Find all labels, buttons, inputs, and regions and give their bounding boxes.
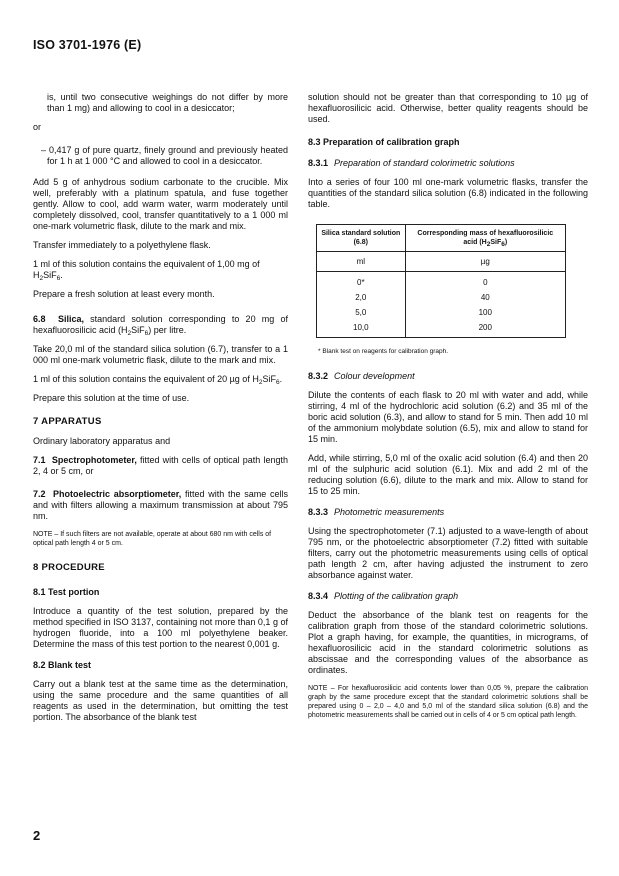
transfer-paragraph: Transfer immediately to a polyethylene flask. <box>33 240 211 250</box>
section-8-3-2-heading: 8.3.2 Colour development <box>308 371 415 381</box>
table-header-silica: Silica standard solution (6.8) <box>317 225 406 252</box>
section-7-1: 7.1 Spectrophotometer, fitted with cells of optical path length 2, 4 or 5 cm, or <box>33 455 288 476</box>
take-paragraph: Take 20,0 ml of the standard silica solution (6.7), transfer to a 1 000 ml one-mark volumetric flask, dilute to the mark and mix. <box>33 344 288 365</box>
document-header: ISO 3701-1976 (E) <box>33 38 142 52</box>
continued-paragraph: is, until two consecutive weighings do not differ by more than 1 mg) and allowing to cool in a desiccator; <box>47 92 288 113</box>
section-8-2-text: Carry out a blank test at the same time as the determination, using the same procedure and the same quantities of all reagents as used in the determination, but omitting the test portion. The absorbance of the blank test <box>33 679 288 722</box>
concentration-20ug-paragraph: 1 ml of this solution contains the equivalent of 20 µg of $H_2SiF_6$. <box>33 374 283 386</box>
right-column <box>308 92 588 720</box>
table-footnote: * Blank test on reagents for calibration graph. <box>318 348 449 355</box>
ordinary-apparatus: Ordinary laboratory apparatus and <box>33 436 171 446</box>
quartz-alternative: – 0,417 g of pure quartz, finely ground and previously heated for 1 h at 1 000 °C and allowed to cool in a desiccator. <box>41 145 288 166</box>
note-low-content: NOTE – For hexafluorosilicic acid contents lower than 0,05 %, prepare the calibration graph by the same procedure except that the standard colorimetric solutions shall be prepared using 0 – 2,0 – 4,0 and 5,0 ml of the standard silica solution (6.8) and the photometric measurements shall be carried out in cells of 4 or 5 cm optical path length. <box>308 685 588 719</box>
section-8-3-1-heading: 8.3.1 Preparation of standard colorimetric solutions <box>308 158 515 168</box>
or-text: or <box>33 122 42 132</box>
section-8-1-heading: 8.1 Test portion <box>33 587 100 597</box>
table-unit-ml: ml <box>317 252 406 272</box>
page-number: 2 <box>33 828 41 843</box>
section-8-3-3-heading: 8.3.3 Photometric measurements <box>308 507 445 517</box>
continued-paragraph-right: solution should not be greater than that corresponding to 10 µg of hexafluorosilicic acid. Otherwise, better quality reagents should be used. <box>308 92 588 124</box>
section-8-3-2-text-a: Dilute the contents of each flask to 20 ml with water and add, while stirring, 4 ml of the hydrochloric acid solution (6.2) and 35 ml of the boric acid solution (6.3), and allow to stand for 5 min. Then add 10 ml of the ammonium molybdate solution (6.5), mix and allow to stand for 15 min. <box>308 390 588 444</box>
calibration-table <box>316 224 566 338</box>
prepare-use-paragraph: Prepare this solution at the time of use. <box>33 393 190 403</box>
section-8-3-4-text: Deduct the absorbance of the blank test on reagents for the calibration graph from those of the standard colorimetric solutions. Plot a graph having, for example, the quantities, in micrograms, of hexafluorosilicic acid in the standard colorimetric solutions as abscissae and the corresponding values of the absorbance as ordinates. <box>308 610 588 675</box>
section-8-3-2-text-b: Add, while stirring, 5,0 ml of the oxalic acid solution (6.4) and then 20 ml of the sulphuric acid solution (6.1). Mix and add 2 ml of the reducing solution (6.6), dilute to the mark and mix. Allow to stand for 15 to 25 min. <box>308 453 588 496</box>
section-8-1-text: Introduce a quantity of the test solution, prepared by the method specified in ISO 3137, containing not more than 0,1 g of hydrogen fluoride, into a 100 ml polyethylene beaker. Determine the mass of this test portion to the nearest 0,001 g. <box>33 606 288 649</box>
section-8-3-1-text: Into a series of four 100 ml one-mark volumetric flasks, transfer the quantities of the standard silica solution (6.8) indicated in the following table. <box>308 177 588 209</box>
section-8-3-4-heading: 8.3.4 Plotting of the calibration graph <box>308 591 459 601</box>
table-row: 10,0 200 <box>317 320 566 338</box>
table-row: 2,0 40 <box>317 290 566 305</box>
left-column <box>33 92 288 731</box>
section-7-2: 7.2 Photoelectric absorptiometer, fitted with the same cells and with filters allowing a maximum transmission at about 795 nm. <box>33 489 288 521</box>
table-row: 0* 0 <box>317 272 566 291</box>
section-8-3-3-text: Using the spectrophotometer (7.1) adjusted to a wave-length of about 795 nm, or the photoelectric absorptiometer (7.2) fitted with suitable filters, carry out the photometric measurements using cells of optical path length 2 cm, after having adjusted the instrument to zero absorbance against water. <box>308 526 588 580</box>
concentration-paragraph: 1 ml of this solution contains the equivalent of 1,00 mg of $H_2SiF_6$. <box>33 259 260 282</box>
add-carbonate-paragraph: Add 5 g of anhydrous sodium carbonate to the crucible. Mix well, preferably with a platinum spatula, and fuse together gently. Allow to cool, add warm water, warm moderately until completely dissolved, cool, transfer quantitatively to a 1 000 ml one-mark volumetric flask, dilute to the mark and mix. <box>33 177 288 231</box>
table-header-mass: Corresponding mass of hexafluorosilicic acid $(H_2SiF_6)$ <box>405 225 565 252</box>
table-row: 5,0 100 <box>317 305 566 320</box>
section-8-3-heading: 8.3 Preparation of calibration graph <box>308 137 460 147</box>
table-unit-ug: µg <box>405 252 565 272</box>
section-8-heading: 8 PROCEDURE <box>33 562 105 573</box>
note-filters: NOTE – If such filters are not available, operate at about 680 nm with cells of optical path length 4 or 5 cm. <box>33 531 272 547</box>
section-7-heading: 7 APPARATUS <box>33 416 102 427</box>
section-6-8: 6.8 Silica, standard solution corresponding to 20 mg of hexafluorosilicic acid $(H_2SiF_6)$ per litre. <box>33 314 288 337</box>
section-8-2-heading: 8.2 Blank test <box>33 660 92 670</box>
prepare-monthly-paragraph: Prepare a fresh solution at least every month. <box>33 289 215 299</box>
